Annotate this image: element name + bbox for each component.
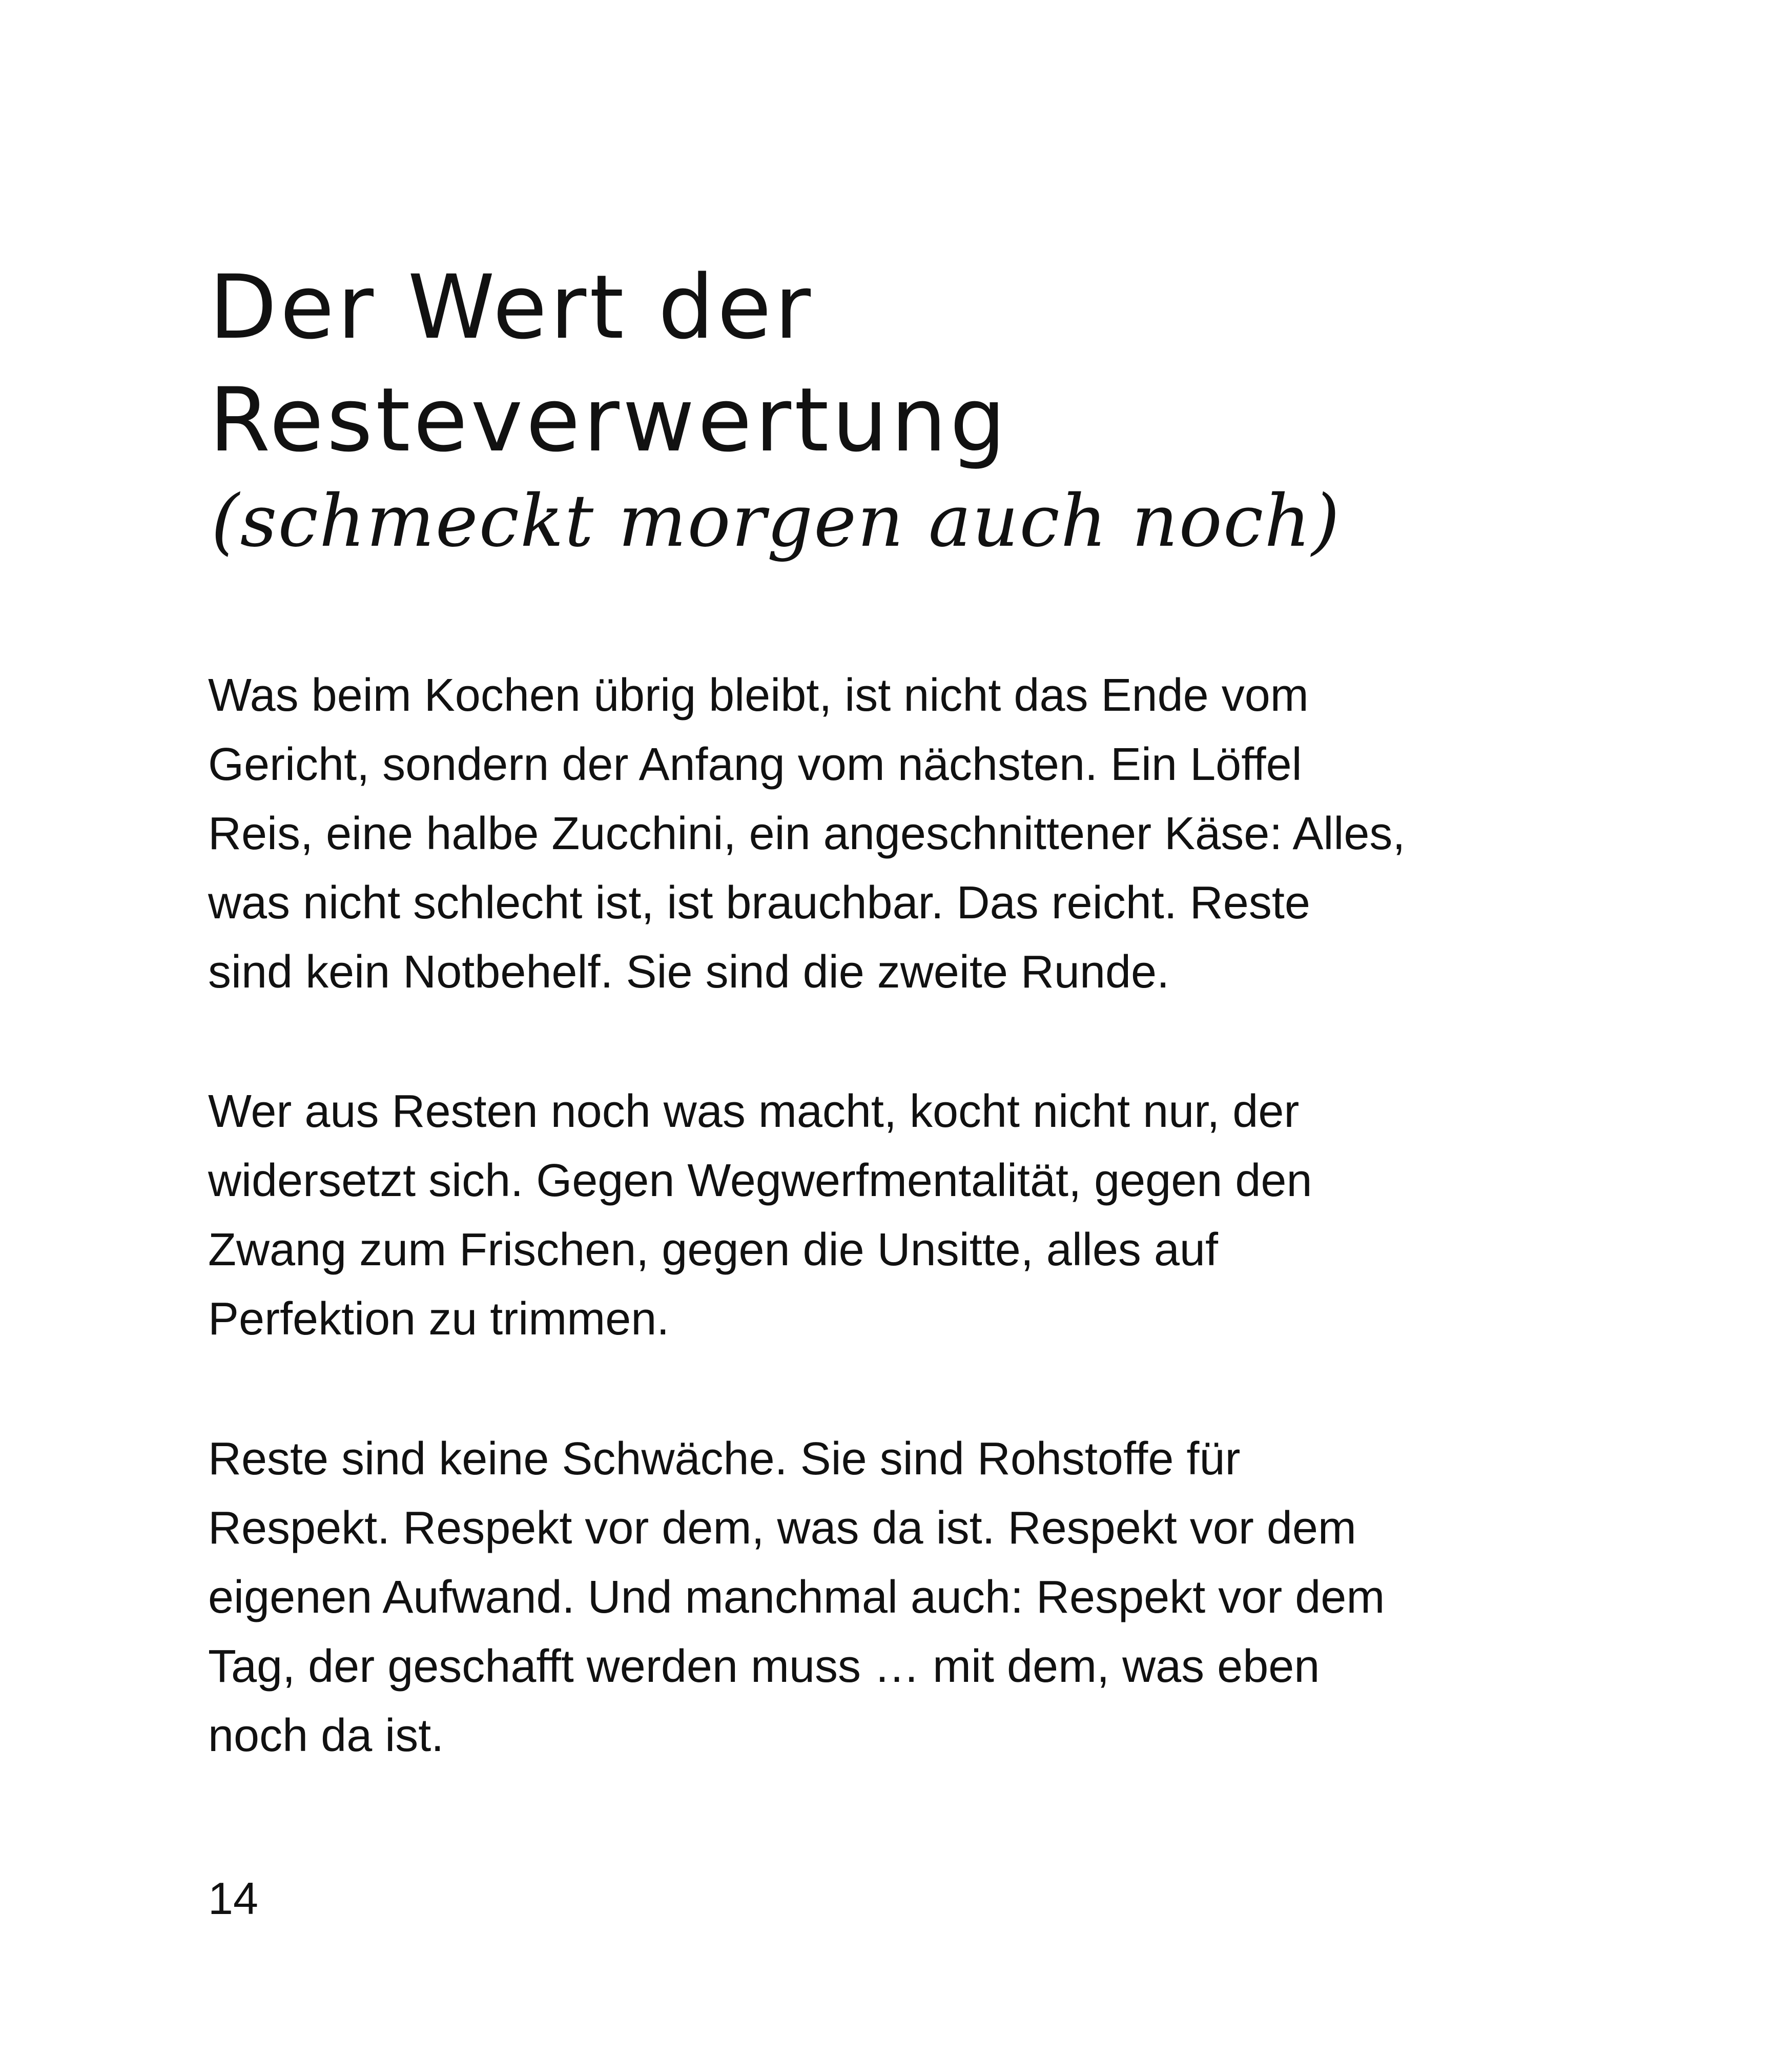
page-number: 14 <box>208 1873 258 1924</box>
paragraph-line: sind kein Notbehelf. Sie sind die zweite Runde. <box>208 946 1170 998</box>
paragraph-line: eigenen Aufwand. Und manchmal auch: Respekt vor dem <box>208 1572 1385 1623</box>
paragraph-3 <box>208 1425 1592 1771</box>
paragraph-line: Tag, der geschafft werden muss … mit dem, was eben <box>208 1641 1320 1692</box>
paragraph-line: Perfektion zu trimmen. <box>208 1293 670 1345</box>
paragraph-line: widersetzt sich. Gegen Wegwerfmentalität, gegen den <box>208 1155 1312 1206</box>
paragraph-line: noch da ist. <box>208 1710 444 1761</box>
page-title <box>209 251 1593 477</box>
paragraph-line: Respekt. Respekt vor dem, was da ist. Respekt vor dem <box>208 1503 1356 1554</box>
paragraph-1 <box>208 661 1592 1007</box>
title-line-1: Der Wert der <box>209 256 814 359</box>
paragraph-2 <box>208 1077 1592 1354</box>
paragraph-line: Wer aus Resten noch was macht, kocht nicht nur, der <box>208 1086 1300 1137</box>
paragraph-line: Reste sind keine Schwäche. Sie sind Rohstoffe für <box>208 1433 1241 1485</box>
paragraph-line: Reis, eine halbe Zucchini, ein angeschnittener Käse: Alles, <box>208 808 1406 859</box>
paragraph-line: was nicht schlecht ist, ist brauchbar. Das reicht. Reste <box>208 877 1310 929</box>
handwritten-subtitle: (schmeckt morgen auch noch) <box>211 480 1341 563</box>
title-line-2: Resteverwertung <box>209 368 1009 471</box>
paragraph-line: Zwang zum Frischen, gegen die Unsitte, alles auf <box>208 1224 1218 1275</box>
paragraph-line: Was beim Kochen übrig bleibt, ist nicht das Ende vom <box>208 670 1309 721</box>
paragraph-line: Gericht, sondern der Anfang vom nächsten. Ein Löffel <box>208 739 1302 790</box>
